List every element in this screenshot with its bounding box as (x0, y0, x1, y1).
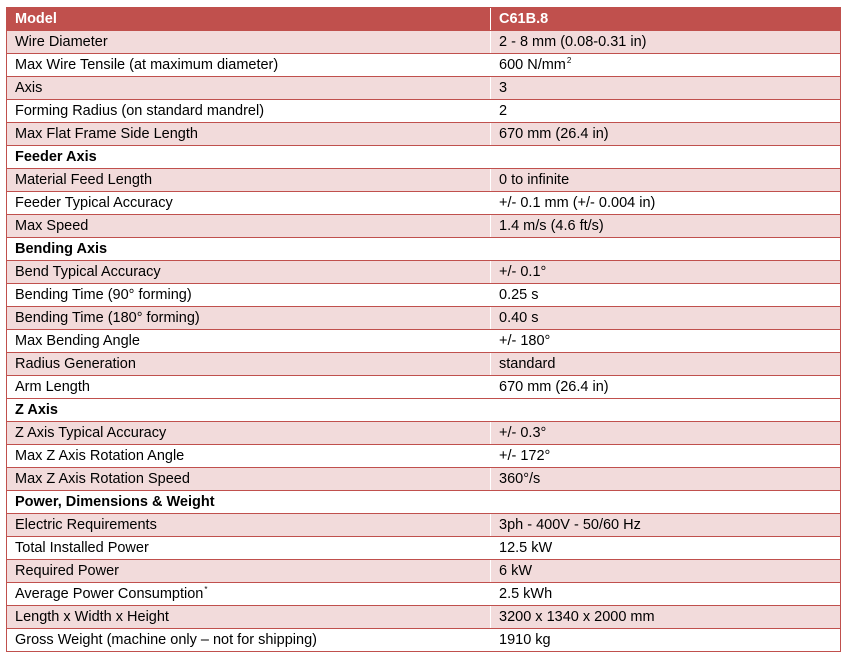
spec-value: 0.25 s (499, 287, 539, 303)
section-header-row (7, 399, 841, 422)
spec-label: Length x Width x Height (15, 609, 169, 625)
spec-value-cell (491, 307, 841, 330)
spec-row (7, 629, 841, 652)
spec-label: Material Feed Length (15, 172, 153, 188)
spec-value: 2 - 8 mm (0.08-0.31 in) (499, 34, 647, 50)
spec-value-cell (491, 445, 841, 468)
header-model-label: Model (7, 8, 491, 31)
spec-label: Average Power Consumption (15, 586, 204, 602)
spec-label: Max Z Axis Rotation Speed (15, 471, 190, 487)
spec-label-cell (7, 537, 491, 560)
spec-value-cell (491, 514, 841, 537)
spec-value-cell (491, 123, 841, 146)
spec-label: Gross Weight (machine only – not for shipping) (15, 632, 317, 648)
spec-row (7, 445, 841, 468)
spec-label: Total Installed Power (15, 540, 149, 556)
spec-row (7, 514, 841, 537)
spec-row (7, 376, 841, 399)
section-title: Z Axis (7, 399, 491, 422)
spec-label-cell (7, 284, 491, 307)
spec-label-cell (7, 422, 491, 445)
section-empty-cell (491, 491, 841, 514)
spec-value: 12.5 kW (499, 540, 553, 556)
spec-row (7, 215, 841, 238)
spec-value: +/- 180° (499, 333, 551, 349)
spec-row (7, 468, 841, 491)
spec-value-cell (491, 376, 841, 399)
spec-label-cell (7, 376, 491, 399)
spec-row (7, 100, 841, 123)
spec-label: Bending Time (180° forming) (15, 310, 200, 326)
spec-label-cell (7, 123, 491, 146)
spec-value-cell (491, 215, 841, 238)
spec-label: Max Bending Angle (15, 333, 140, 349)
spec-label-cell (7, 100, 491, 123)
spec-label: Required Power (15, 563, 119, 579)
spec-label: Max Wire Tensile (at maximum diameter) (15, 57, 279, 73)
spec-value: 670 mm (26.4 in) (499, 379, 609, 395)
spec-value-cell (491, 422, 841, 445)
spec-value: +/- 0.1 mm (+/- 0.004 in) (499, 195, 656, 211)
spec-label-cell (7, 31, 491, 54)
spec-label: Axis (15, 80, 43, 96)
spec-label-cell (7, 514, 491, 537)
spec-row (7, 123, 841, 146)
spec-label: Feeder Typical Accuracy (15, 195, 173, 211)
spec-label: Max Flat Frame Side Length (15, 126, 198, 142)
spec-value-cell (491, 284, 841, 307)
spec-label: Arm Length (15, 379, 90, 395)
spec-value: standard (499, 356, 556, 372)
spec-value: 2 (499, 103, 508, 119)
spec-value: +/- 0.3° (499, 425, 547, 441)
spec-label-cell (7, 606, 491, 629)
spec-value: 670 mm (26.4 in) (499, 126, 609, 142)
spec-label: Wire Diameter (15, 34, 108, 50)
spec-label-cell (7, 560, 491, 583)
spec-value-cell (491, 629, 841, 652)
footnote-marker: * (204, 585, 208, 594)
spec-row (7, 169, 841, 192)
spec-label-cell (7, 629, 491, 652)
spec-value: 3200 x 1340 x 2000 mm (499, 609, 655, 625)
spec-label-cell (7, 353, 491, 376)
header-model-value: C61B.8 (491, 8, 841, 31)
section-header-row (7, 146, 841, 169)
section-header-row (7, 491, 841, 514)
spec-value: 600 N/mm (499, 57, 566, 73)
specifications-table-body (7, 8, 841, 652)
spec-row (7, 31, 841, 54)
spec-label-cell (7, 54, 491, 77)
spec-value-cell (491, 330, 841, 353)
spec-value: 1.4 m/s (4.6 ft/s) (499, 218, 604, 234)
spec-value: 1910 kg (499, 632, 551, 648)
spec-label-cell (7, 77, 491, 100)
table-header-row (7, 8, 841, 31)
spec-row (7, 284, 841, 307)
section-empty-cell (491, 399, 841, 422)
spec-label-cell (7, 583, 491, 606)
section-title: Power, Dimensions & Weight (7, 491, 491, 514)
section-empty-cell (491, 146, 841, 169)
spec-row (7, 330, 841, 353)
spec-value-cell (491, 353, 841, 376)
spec-label: Forming Radius (on standard mandrel) (15, 103, 265, 119)
spec-label-cell (7, 468, 491, 491)
spec-row (7, 560, 841, 583)
spec-row (7, 261, 841, 284)
spec-value-cell (491, 77, 841, 100)
spec-value: 0.40 s (499, 310, 539, 326)
spec-value: 2.5 kWh (499, 586, 553, 602)
spec-label: Electric Requirements (15, 517, 157, 533)
spec-value-cell (491, 169, 841, 192)
spec-label: Radius Generation (15, 356, 136, 372)
spec-value-cell (491, 100, 841, 123)
spec-value: 0 to infinite (499, 172, 570, 188)
spec-value: 3 (499, 80, 508, 96)
spec-value-cell (491, 192, 841, 215)
spec-value-cell (491, 537, 841, 560)
section-title: Feeder Axis (7, 146, 491, 169)
spec-value-cell (491, 54, 841, 77)
spec-label-cell (7, 445, 491, 468)
spec-label-cell (7, 330, 491, 353)
unit-superscript: 2 (566, 56, 572, 65)
spec-value: 6 kW (499, 563, 533, 579)
spec-row (7, 353, 841, 376)
spec-value-cell (491, 606, 841, 629)
spec-row (7, 583, 841, 606)
spec-label-cell (7, 192, 491, 215)
spec-label: Z Axis Typical Accuracy (15, 425, 167, 441)
spec-value-cell (491, 583, 841, 606)
spec-value: 3ph - 400V - 50/60 Hz (499, 517, 641, 533)
section-empty-cell (491, 238, 841, 261)
spec-label-cell (7, 169, 491, 192)
spec-label: Max Z Axis Rotation Angle (15, 448, 185, 464)
spec-label-cell (7, 307, 491, 330)
spec-label: Bend Typical Accuracy (15, 264, 161, 280)
spec-label: Max Speed (15, 218, 89, 234)
spec-value-cell (491, 560, 841, 583)
section-header-row (7, 238, 841, 261)
spec-row (7, 307, 841, 330)
spec-value-cell (491, 261, 841, 284)
spec-value: +/- 172° (499, 448, 551, 464)
spec-value: 360°/s (499, 471, 541, 487)
section-title: Bending Axis (7, 238, 491, 261)
footnote-strip (0, 650, 845, 654)
spec-label: Bending Time (90° forming) (15, 287, 192, 303)
spec-value-cell (491, 31, 841, 54)
spec-value-cell (491, 468, 841, 491)
spec-row (7, 54, 841, 77)
spec-row (7, 422, 841, 445)
spec-row (7, 537, 841, 560)
spec-label-cell (7, 215, 491, 238)
spec-row (7, 606, 841, 629)
specifications-table (6, 7, 841, 652)
spec-row (7, 192, 841, 215)
spec-label-cell (7, 261, 491, 284)
spec-row (7, 77, 841, 100)
spec-value: +/- 0.1° (499, 264, 547, 280)
